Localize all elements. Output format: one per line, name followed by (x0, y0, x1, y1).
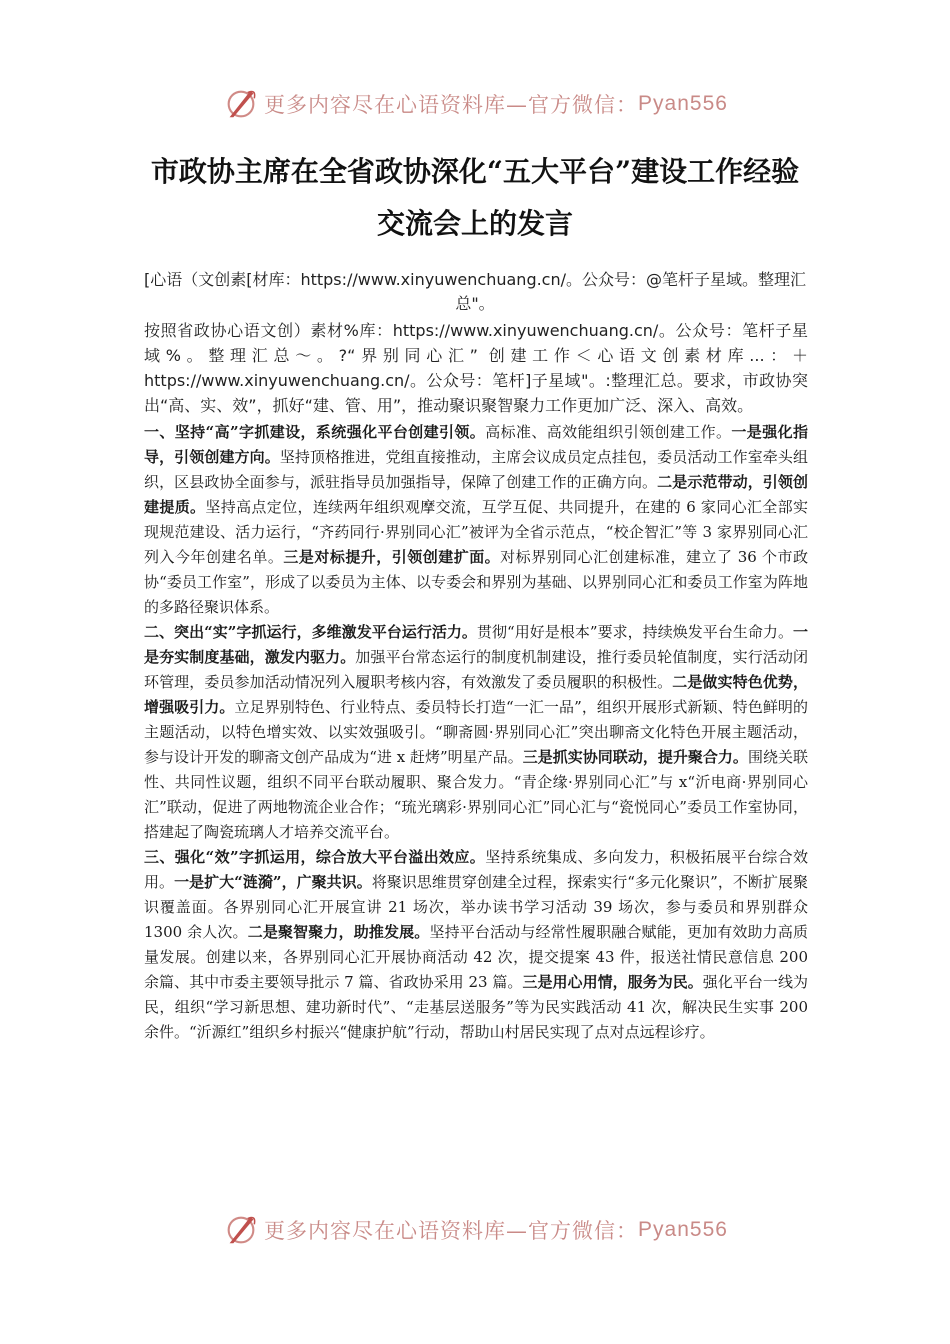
quill-logo-icon (222, 1211, 260, 1249)
banner-text: 更多内容尽在心语资料库—官方微信： (264, 1219, 639, 1243)
section-heading: 一、坚持“高”字抓建设，系统强化平台创建引领。 (144, 423, 486, 441)
section-sentence: 贯彻“用好是根本”要求，持续焕发平台生命力。 (476, 623, 793, 641)
section-text (144, 423, 808, 616)
document-body (144, 420, 808, 1045)
section-text (144, 848, 808, 1041)
banner-wechat-id: Pyan556 (638, 92, 728, 115)
section-heading: 三、强化“效”字抓运用，综合放大平台溢出效应。 (144, 848, 486, 866)
subpoint-heading: 一是夯实制度基础，激发内驱力。 (144, 623, 808, 666)
section-paragraph (144, 845, 808, 1045)
subpoint-heading: 一是强化指导，引领创建方向。 (144, 423, 808, 466)
subpoint-heading: 二是做实特色优势，增强吸引力。 (144, 673, 808, 716)
subpoint-heading: 三是对标提升，引领创建扩面。 (283, 548, 501, 566)
subpoint-heading: 三是抓实协同联动，提升聚合力。 (522, 748, 748, 766)
section-sentence: 坚持系统集成、多向发力，积极拓展平台综合效用。 (144, 848, 808, 891)
section-sentence: 将聚识思维贯穿创建全过程，探索实行“多元化聚识”，不断扩展聚识覆盖面。各界别同心汇开展宣讲 21 场次，举办读书学习活动 39 场次，参与委员和界别群众 1300 余人次。 (144, 873, 808, 941)
section-sentence: 坚持顶格推进，党组直接推动，主席会议成员定点挂包，委员活动工作室牵头组织，区县政协全面参与，派驻指导员加强指导，保障了创建工作的正确方向。 (144, 448, 808, 491)
banner-wechat-id: Pyan556 (638, 1218, 728, 1241)
section-sentence: 强化平台一线为民，组织“学习新思想、建功新时代”、“走基层送服务”等为民实践活动 41 次，解决民生实事 200 余件。“沂源红”组织乡村振兴“健康护航”行动，帮助山村居民实现了点对点远程诊疗。 (144, 973, 808, 1041)
page-title: 市政协主席在全省政协深化“五大平台”建设工作经验交流会上的发言 (150, 155, 800, 240)
section-paragraph (144, 420, 808, 620)
quill-logo-icon (222, 85, 260, 123)
footer-banner (0, 1208, 950, 1252)
section-sentence: 加强平台常态运行的制度机制建设，推行委员轮值制度，实行活动闭环管理，委员参加活动情况列入履职考核内容，有效激发了委员履职的积极性。 (144, 648, 808, 691)
intro-paragraph: 按照省政协心语文创）素材%库：https://www.xinyuwenchuang.cn/。公众号：笔杆子星域%。整理汇总～。?“界别同心汇” 创建工作＜心语文创素材库...：＋https://www.xinyuwenchuang.cn/。公众号：笔杆]子星域"。:整理汇总。要求，市政协突出“高、实、效”，抓好“建、管、用”，推动聚识聚智聚力工作更加广泛、深入、高效。 (144, 321, 808, 415)
section-text (144, 623, 808, 841)
subpoint-heading: 一是扩大“涟漪”，广聚共识。 (174, 873, 372, 891)
section-sentence: 对标界别同心汇创建标准，建立了 36 个市政协“委员工作室”，形成了以委员为主体、以专委会和界别为基础、以界别同心汇和委员工作室为阵地的多路径聚识体系。 (144, 548, 808, 616)
section-sentence: 围绕关联性、共同性议题，组织不同平台联动履职、聚合发力。“青企缘·界别同心汇”与 x“沂电商·界别同心汇”联动，促进了两地物流企业合作；“琉光璃彩·界别同心汇”同心汇与“瓷悦同心”委员工作室协同，搭建起了陶瓷琉璃人才培养交流平台。 (144, 748, 808, 841)
section-sentence: 高标准、高效能组织引领创建工作。 (485, 423, 732, 441)
banner-text: 更多内容尽在心语资料库—官方微信： (264, 93, 639, 117)
subpoint-heading: 二是示范带动，引领创建提质。 (144, 473, 808, 516)
header-banner (0, 82, 950, 126)
subpoint-heading: 二是聚智聚力，助推发展。 (247, 923, 430, 941)
subpoint-heading: 三是用心用情，服务为民。 (522, 973, 703, 991)
source-note: [心语（文创素[材库：https://www.xinyuwenchuang.cn/。公众号：@笔杆子星域。整理汇总"。 (143, 270, 807, 313)
section-sentence: 坚持高点定位，连续两年组织观摩交流，互学互促、共同提升，在建的 6 家同心汇全部实现规范建设、活力运行，“齐药同行·界别同心汇”被评为全省示范点，“校企智汇”等 3 家界别同心汇列入今年创建名单。 (144, 498, 808, 566)
section-heading: 二、突出“实”字抓运行，多维激发平台运行活力。 (144, 623, 477, 641)
section-paragraph (144, 620, 808, 845)
section-sentence: 坚持平台活动与经常性履职融合赋能，更加有效助力高质量发展。创建以来，各界别同心汇开展协商活动 42 次，提交提案 43 件，报送社情民意信息 200 余篇、其中市委主要领导批示 7 篇、省政协采用 23 篇。 (144, 923, 808, 991)
section-sentence: 立足界别特色、行业特点、委员特长打造“一汇一品”，组织开展形式新颖、特色鲜明的主题活动，以特色增实效、以实效强吸引。“聊斋圆·界别同心汇”突出聊斋文化特色开展主题活动，参与设计开发的聊斋文创产品成为“进 x 赶烤”明星产品。 (144, 698, 808, 766)
